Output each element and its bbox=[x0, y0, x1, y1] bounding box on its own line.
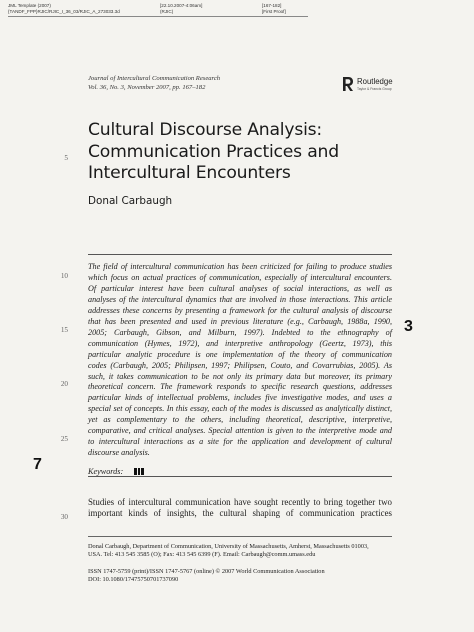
abstract-bottom-rule bbox=[88, 476, 392, 477]
proof-slug-journal-code: (RJIC) bbox=[160, 9, 174, 14]
abstract-line: particular analytic procedure is one implementation of the theory of communication bbox=[88, 349, 392, 359]
proof-slug-stage: [First Proof] bbox=[262, 9, 286, 14]
issn-note bbox=[88, 568, 325, 584]
abstract-line: discourse analysis. bbox=[88, 448, 150, 458]
publisher-tagline: Taylor & Francis Group bbox=[357, 87, 392, 91]
publisher-logo bbox=[342, 74, 422, 96]
abstract-line: The field of intercultural communication has been criticized for failing to produce studies bbox=[88, 262, 392, 271]
body-line: Studies of intercultural communication have sought recently to bring together two bbox=[88, 497, 392, 507]
body-paragraph bbox=[88, 497, 392, 519]
abstract-line: codes (Carbaugh, 2005; Philipsen, 1997; Philipsen, Couto, and Covarrubias, 2005). As bbox=[88, 360, 392, 370]
line-number: 25 bbox=[60, 435, 68, 443]
article-author: Donal Carbaugh bbox=[88, 195, 173, 207]
correspondence-line: USA. Tel: 413 545 3585 (O); Fax: 413 545 6399 (F). Email: Carbaugh@comm.umass.edu bbox=[88, 550, 316, 558]
abstract bbox=[88, 262, 392, 459]
abstract-line: yet as complementary to the others, including theoretical, descriptive, interpretive, bbox=[88, 415, 392, 425]
journal-name: Journal of Intercultural Communication Research bbox=[88, 75, 221, 82]
correspondence-note bbox=[88, 543, 369, 559]
margin-marker-right: 3 bbox=[404, 318, 413, 335]
article-title-line: Intercultural Encounters bbox=[88, 163, 291, 184]
proof-slug-path: {TANDF_FPP}RJIC/RJIC_I_36_03/RJIC_A_273033.3d bbox=[8, 9, 120, 14]
line-number: 20 bbox=[60, 380, 68, 388]
abstract-line: 2005; Carbaugh, Gibson, and Milburn, 1997). Indebted to the ethnography of bbox=[88, 327, 392, 337]
abstract-line: communication (Hymes, 1972), and interpretive anthropology (Geertz, 1973), this bbox=[88, 338, 392, 348]
proof-slug-date: [22.10.2007-4:06am] bbox=[160, 3, 203, 8]
article-title-line: Cultural Discourse Analysis: bbox=[88, 120, 323, 140]
abstract-line: addresses these concerns by presenting a framework for the cultural analysis of discourse bbox=[88, 305, 392, 315]
line-number: 30 bbox=[60, 513, 68, 521]
doi-line: DOI: 10.1080/17475750701737090 bbox=[88, 575, 179, 583]
proof-slug-pages: [167-182] bbox=[262, 3, 282, 8]
abstract-line: such, it takes communication to be not only its primary data but moreover, its primary bbox=[88, 371, 392, 381]
margin-marker-left: 7 bbox=[33, 456, 42, 473]
line-number: 5 bbox=[64, 154, 68, 162]
article-title bbox=[88, 120, 339, 185]
abstract-line: analyses of the intercultural dynamics that are involved in those interactions. This article bbox=[88, 294, 392, 304]
abstract-line: that has been presented and used in previous literature (e.g., Carbaugh, 1988a, 1990, bbox=[88, 316, 392, 326]
proof-slug-template: JML Template (2007) bbox=[8, 3, 51, 8]
article-title-line: Communication Practices and bbox=[88, 141, 339, 162]
body-line: important kinds of insights, the cultural shaping of communication practices bbox=[88, 508, 392, 519]
abstract-line: which focus on actual practices of communication, especially of intercultural encounters. bbox=[88, 272, 392, 282]
abstract-line: comparative, and critical analyses. Special attention is given to the interpretive mode and bbox=[88, 426, 392, 436]
line-number: 10 bbox=[60, 272, 68, 280]
abstract-line: Of particular interest have been cultural analyses of social interactions, as well as bbox=[88, 283, 392, 293]
publisher-name: Routledge bbox=[357, 77, 393, 86]
abstract-line: particular kinds of intellectual problems, includes five investigative modes, and uses a bbox=[88, 393, 392, 403]
abstract-line: special set of concepts. In this essay, each of the modes is discussed as analytically distinct, bbox=[88, 404, 392, 414]
issn-line: ISSN 1747-5759 (print)/ISSN 1747-5767 (online) © 2007 World Communication Association bbox=[88, 568, 325, 575]
journal-issue: Vol. 36, No. 3, November 2007, pp. 167–182 bbox=[88, 84, 206, 91]
abstract-line: to intercultural interactions as a site for the application and development of cultural bbox=[88, 437, 392, 447]
abstract-top-rule bbox=[88, 254, 392, 255]
footnote-rule bbox=[88, 536, 392, 537]
abstract-line: theoretical concern. The framework responds to specific research questions, addresses bbox=[88, 382, 392, 392]
routledge-logo-icon bbox=[342, 76, 354, 92]
keywords-label: Keywords: bbox=[88, 467, 124, 476]
slug-divider bbox=[8, 16, 308, 17]
correspondence-line: Donal Carbaugh, Department of Communication, University of Massachusetts, Amherst, Massachusetts 01003, bbox=[88, 543, 369, 550]
line-number: 15 bbox=[60, 326, 68, 334]
